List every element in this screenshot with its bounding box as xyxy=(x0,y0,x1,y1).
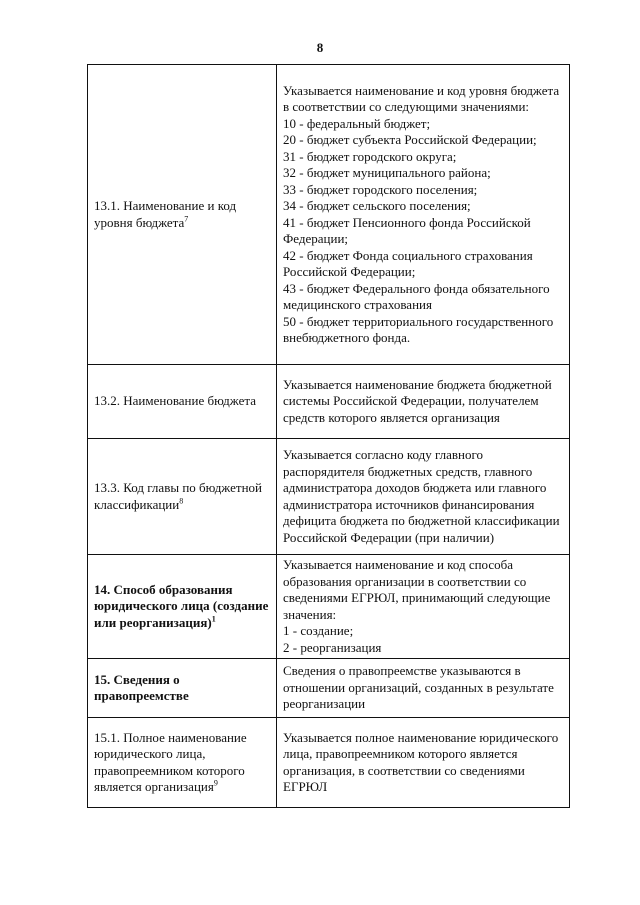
description-line: Указывается полное наименование юридического лица, правопреемником которого является организация, в соответствии со сведениями ЕГРЮЛ xyxy=(283,729,559,794)
row-label-cell xyxy=(88,555,277,659)
row-description-cell xyxy=(277,718,570,808)
description-line: 31 - бюджет городского округа; xyxy=(283,148,457,164)
row-label: 14. Способ образования юридического лица (создание или реорганизация) xyxy=(94,581,269,630)
footnote-marker: 7 xyxy=(184,214,189,224)
row-label: 13.1. Наименование и код уровня бюджета xyxy=(94,198,237,230)
row-description-cell xyxy=(277,555,570,659)
description-line: 10 - федеральный бюджет; xyxy=(283,115,431,131)
table-row xyxy=(88,555,570,659)
table-row xyxy=(88,365,570,439)
footnote-marker: 9 xyxy=(213,778,218,788)
row-label-cell xyxy=(88,365,277,439)
footnote-marker: 1 xyxy=(211,614,216,624)
page-number: 8 xyxy=(316,40,324,55)
row-label-cell xyxy=(88,439,277,555)
row-label: 15. Сведения о правопреемстве xyxy=(94,671,189,703)
row-description-cell xyxy=(277,365,570,439)
description-line: 33 - бюджет городского поселения; xyxy=(283,181,478,197)
description-line: 20 - бюджет субъекта Российской Федерации; xyxy=(283,132,537,147)
description-line: 34 - бюджет сельского поселения; xyxy=(283,198,471,213)
row-description-cell xyxy=(277,439,570,555)
row-label: 13.3. Код главы по бюджетной классификации xyxy=(94,480,262,512)
footnote-marker: 8 xyxy=(179,496,184,506)
table-row xyxy=(88,659,570,718)
description-line: Указывается наименование бюджета бюджетной системы Российской Федерации, получателем средств которого является организация xyxy=(283,376,552,425)
row-label-cell xyxy=(88,718,277,808)
description-line: Указывается согласно коду главного распорядителя бюджетных средств, главного администратора доходов бюджета или главного администратора источников финансирования дефицита бюджета по бюджетной классификации Российской Федерации (при наличии) xyxy=(283,447,560,545)
description-line: 41 - бюджет Пенсионного фонда Российской Федерации; xyxy=(283,214,531,246)
description-line: Указывается наименование и код способа образования организации в соответствии со сведениями ЕГРЮЛ, принимающий следующие значения: xyxy=(283,557,551,622)
row-label-cell xyxy=(88,65,277,365)
description-line: 50 - бюджет территориального государственного внебюджетного фонда. xyxy=(283,313,554,345)
table-row xyxy=(88,65,570,365)
table-row xyxy=(88,718,570,808)
row-label: 13.2. Наименование бюджета xyxy=(94,393,256,409)
row-label-cell xyxy=(88,659,277,718)
description-line: 43 - бюджет Федерального фонда обязательного медицинского страхования xyxy=(283,280,550,312)
table-row xyxy=(88,439,570,555)
description-line: Сведения о правопреемстве указываются в отношении организаций, созданных в результате реорганизации xyxy=(283,663,554,712)
row-description-cell xyxy=(277,65,570,365)
description-line: 2 - реорганизация xyxy=(283,639,382,655)
requisites-table xyxy=(87,64,570,808)
description-line: 42 - бюджет Фонда социального страхования Российской Федерации; xyxy=(283,247,533,279)
row-description-cell xyxy=(277,659,570,718)
description-line: Указывается наименование и код уровня бюджета в соответствии со следующими значениями: xyxy=(283,82,560,114)
row-label: 15.1. Полное наименование юридического лица, правопреемником которого является организация xyxy=(94,729,247,794)
description-line: 32 - бюджет муниципального района; xyxy=(283,165,491,180)
description-line: 1 - создание; xyxy=(283,623,354,638)
